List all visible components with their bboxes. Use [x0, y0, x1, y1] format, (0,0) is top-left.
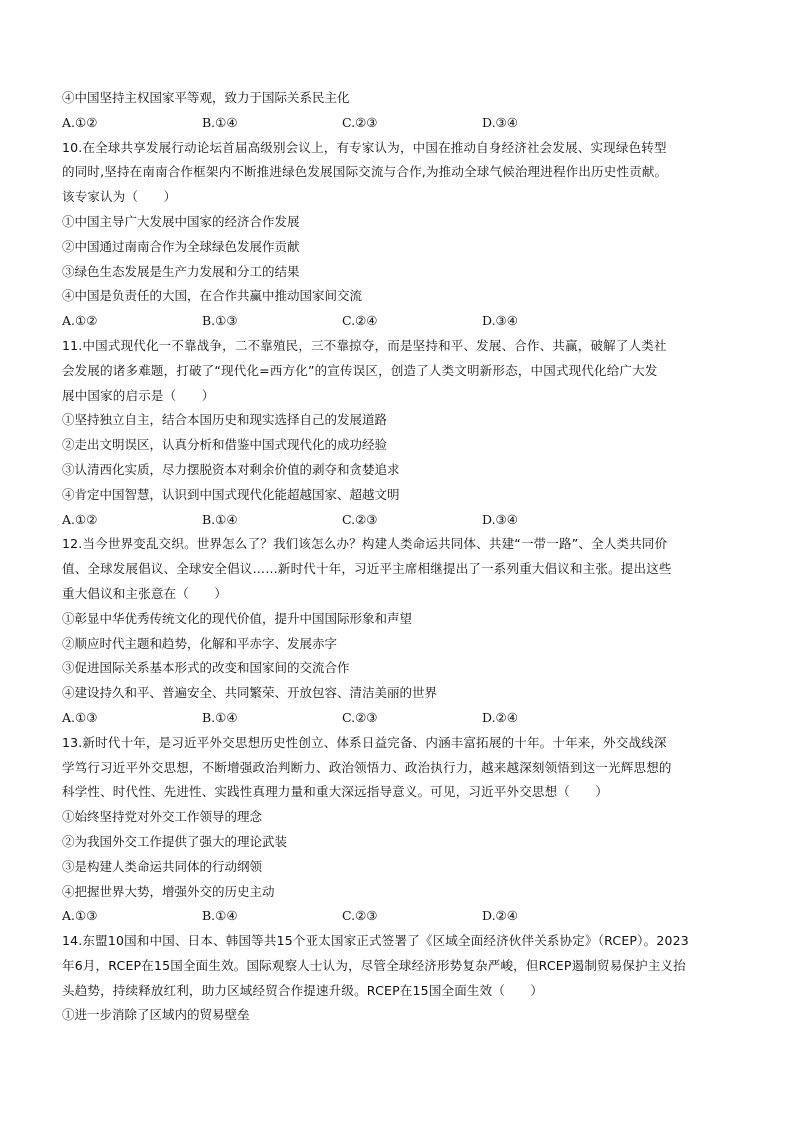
choice-c: C.②③ [342, 511, 378, 527]
question-stem: 重大倡议和主张意在（ ） [62, 585, 228, 601]
question-stem: 11.中国式现代化一不靠战争，二不靠殖民，三不靠掠夺，而是坚持和平、发展、合作、共赢，破解了人类社 [62, 337, 667, 353]
question-stem: 会发展的诸多难题，打破了“现代化=西方化”的宣传误区，创造了人类文明新形态，中国式现代化给广大发 [62, 362, 658, 378]
statement: ②顺应时代主题和趋势，化解和平赤字、发展赤字 [62, 635, 338, 651]
choice-a: A.①② [62, 313, 98, 329]
question-11 [62, 334, 752, 532]
statement: ③绿色生态发展是生产力发展和分工的结果 [62, 263, 300, 279]
question-stem: 头趋势，持续释放红利，助力区域经贸合作提速升级。RCEP在15国全面生效（ ） [62, 982, 544, 998]
statement: ②中国通过南南合作为全球绿色发展作贡献 [62, 238, 300, 254]
question-14 [62, 929, 752, 1028]
statement: ②为我国外交工作提供了强大的理论武装 [62, 833, 288, 849]
statement: ③是构建人类命运共同体的行动纲领 [62, 858, 263, 874]
question-stem: 14.东盟10国和中国、日本、韩国等共15个亚太国家正式签署了《区域全面经济伙伴关系协定》（RCEP）。2023 [62, 933, 689, 949]
choice-row [62, 309, 752, 334]
question-stem: 学笃行习近平外交思想，不断增强政治判断力、政治领悟力、政治执行力，越来越深刻领悟到这一光辉思想的 [62, 759, 672, 775]
choice-row [62, 508, 752, 533]
question-10 [62, 136, 752, 334]
choice-c: C.②③ [342, 908, 378, 924]
question-stem: 13.新时代十年，是习近平外交思想历史性创立、体系日益完备、内涵丰富拓展的十年。十年来，外交战线深 [62, 734, 667, 750]
choice-a: A.①③ [62, 709, 98, 725]
choice-d: D.③④ [482, 511, 518, 527]
choice-a: A.①③ [62, 908, 98, 924]
statement: ③认清西化实质，尽力摆脱资本对剩余价值的剥夺和贪婪追求 [62, 461, 400, 477]
choice-d: D.②④ [482, 908, 518, 924]
question-stem: 值、全球发展倡议、全球安全倡议……新时代十年，习近平主席相继提出了一系列重大倡议和主张。提出这些 [62, 561, 672, 577]
choice-row [62, 111, 752, 136]
choice-d: D.③④ [482, 114, 518, 130]
question-stem: 12.当今世界变乱交织。世界怎么了？我们该怎么办？构建人类命运共同体、共建“一带一路”、全人类共同价 [62, 536, 668, 552]
statement: ④建设持久和平、普遍安全、共同繁荣、开放包容、清洁美丽的世界 [62, 685, 438, 701]
question-stem: 10.在全球共享发展行动论坛首届高级别会议上，有专家认为，中国在推动自身经济社会发展、实现绿色转型 [62, 139, 667, 155]
question-stem: 该专家认为（ ） [62, 189, 177, 205]
question-stem: 的同时,坚持在南南合作框架内不断推进绿色发展国际交流与合作,为推动全球气候治理进程作出历史性贡献。 [62, 164, 668, 180]
choice-b: B.①④ [202, 114, 238, 130]
statement: ④肯定中国智慧，认识到中国式现代化能超越国家、超越文明 [62, 486, 400, 502]
choice-d: D.③④ [482, 313, 518, 329]
statement: ①始终坚持党对外交工作领导的理念 [62, 809, 263, 825]
choice-c: C.②④ [342, 313, 378, 329]
choice-c: C.②③ [342, 114, 378, 130]
question-stem: 年6月，RCEP在15国全面生效。国际观察人士认为，尽管全球经济形势复杂严峻，但RCEP遏制贸易保护主义抬 [62, 957, 686, 973]
choice-a: A.①② [62, 114, 98, 130]
statement-4: ④中国坚持主权国家平等观，致力于国际关系民主化 [62, 90, 350, 105]
statement: ①中国主导广大发展中国家的经济合作发展 [62, 213, 300, 229]
choice-row [62, 904, 752, 929]
question-stem: 展中国家的启示是（ ） [62, 387, 215, 403]
choice-b: B.①④ [202, 709, 238, 725]
question-12 [62, 532, 752, 730]
choice-b: B.①③ [202, 313, 238, 329]
choice-b: B.①④ [202, 908, 238, 924]
question-stem: 科学性、时代性、先进性、实践性真理力量和重大深远指导意义。可见，习近平外交思想（ ） [62, 784, 609, 800]
question-13 [62, 731, 752, 929]
exam-page [62, 86, 752, 1028]
choice-b: B.①④ [202, 511, 238, 527]
statement: ④中国是负责任的大国，在合作共赢中推动国家间交流 [62, 288, 363, 304]
statement: ②走出文明误区，认真分析和借鉴中国式现代化的成功经验 [62, 437, 388, 453]
choice-a: A.①② [62, 511, 98, 527]
choice-d: D.②④ [482, 709, 518, 725]
statement: ③促进国际关系基本形式的改变和国家间的交流合作 [62, 660, 350, 676]
statement: ④把握世界大势，增强外交的历史主动 [62, 883, 275, 899]
choice-c: C.②③ [342, 709, 378, 725]
statement: ①进一步消除了区域内的贸易壁垒 [62, 1007, 250, 1023]
choice-row [62, 706, 752, 731]
statement: ①坚持独立自主，结合本国历史和现实选择自己的发展道路 [62, 412, 388, 428]
statement: ①彰显中华优秀传统文化的现代价值，提升中国国际形象和声望 [62, 610, 413, 626]
